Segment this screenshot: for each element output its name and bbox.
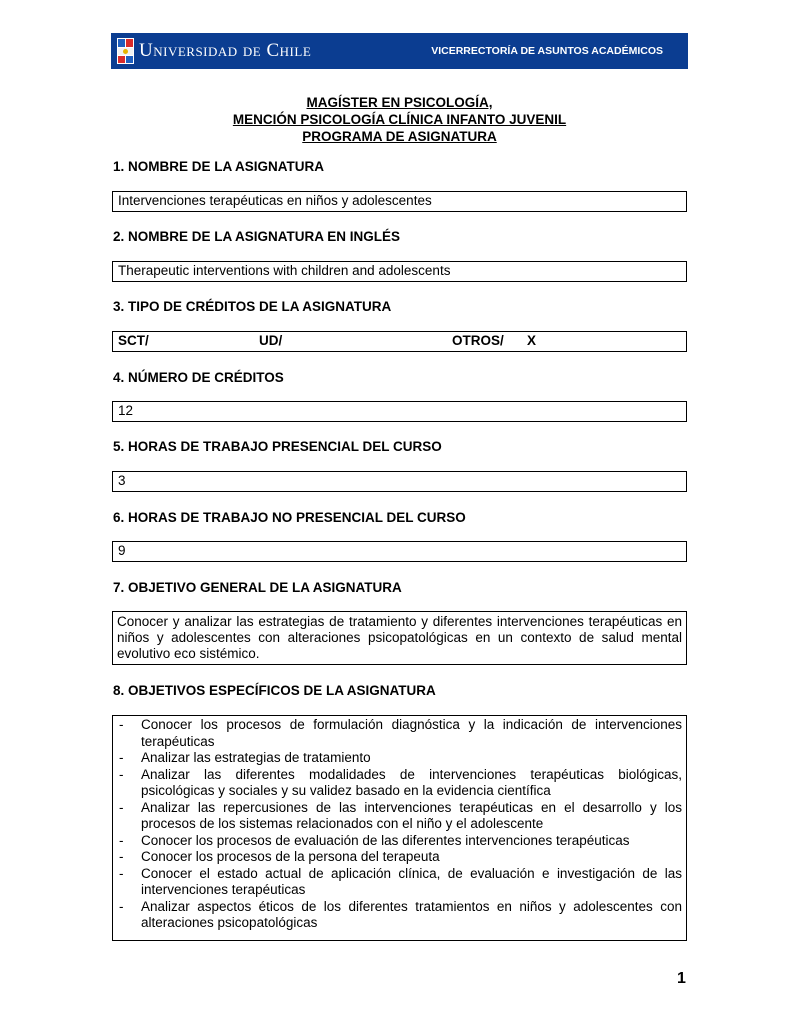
section-5-heading: 5. HORAS DE TRABAJO PRESENCIAL DEL CURSO (113, 439, 442, 454)
section-8-box (112, 715, 687, 941)
list-item: - Analizar las repercusiones de las intervenciones terapéuticas en el desarrollo y los procesos de los sistemas relacionados con el niño y el adolescente (119, 799, 682, 831)
presential-hours-value: 3 (118, 473, 126, 488)
document-title (111, 94, 688, 145)
list-item: - Conocer los procesos de evaluación de las diferentes intervenciones terapéuticas (119, 832, 630, 848)
list-item: - Conocer los procesos de la persona del terapeuta (119, 849, 440, 864)
university-crest-icon (117, 38, 134, 64)
list-item: - Analizar las estrategias de tratamiento (119, 750, 371, 765)
title-line-3: PROGRAMA DE ASIGNATURA (302, 129, 497, 144)
list-item: - Analizar aspectos éticos de los diferentes tratamientos en niños y adolescentes con alteraciones psicopatológicas (119, 898, 682, 930)
credit-type-ud: UD/ (259, 333, 283, 348)
section-4-heading: 4. NÚMERO DE CRÉDITOS (113, 370, 284, 385)
section-1-box (112, 191, 687, 212)
general-objective-text: Conocer y analizar las estrategias de tratamiento y diferentes intervenciones terapéuticas en niños y adolescentes con alteraciones psicopatológicas en un contexto de salud mental evolutivo eco sistémico. (117, 614, 682, 661)
header-banner (111, 33, 688, 69)
section-7-heading: 7. OBJETIVO GENERAL DE LA ASIGNATURA (113, 580, 402, 595)
non-presential-hours-value: 9 (118, 543, 126, 558)
section-5-box (112, 471, 687, 492)
credits-value: 12 (118, 403, 134, 418)
credit-type-otros: OTROS/ (452, 333, 504, 348)
course-name-value: Intervenciones terapéuticas en niños y adolescentes (118, 193, 432, 208)
credit-type-mark: X (527, 333, 537, 348)
title-line-1: MAGÍSTER EN PSICOLOGÍA, (306, 95, 493, 110)
course-name-english-value: Therapeutic interventions with children and adolescents (118, 263, 451, 278)
list-item: - Analizar las diferentes modalidades de intervenciones terapéuticas biológicas, psicológicas y sociales y su validez basado en la evidencia científica (119, 766, 682, 798)
page-number: 1 (677, 970, 686, 987)
list-item: - Conocer los procesos de formulación diagnóstica y la indicación de intervenciones terapéuticas (119, 717, 682, 749)
credit-type-sct: SCT/ (118, 333, 149, 348)
section-6-heading: 6. HORAS DE TRABAJO NO PRESENCIAL DEL CURSO (113, 510, 466, 525)
section-3-heading: 3. TIPO DE CRÉDITOS DE LA ASIGNATURA (113, 299, 392, 314)
office-name: VICERRECTORÍA DE ASUNTOS ACADÉMICOS (431, 45, 663, 57)
section-1-heading: 1. NOMBRE DE LA ASIGNATURA (113, 159, 325, 174)
section-6-box (112, 541, 687, 562)
title-line-2: MENCIÓN PSICOLOGÍA CLÍNICA INFANTO JUVENIL (232, 112, 567, 127)
section-2-box (112, 261, 687, 282)
section-4-box (112, 401, 687, 422)
section-7-box (112, 611, 687, 665)
list-item: - Conocer el estado actual de aplicación clínica, de evaluación e investigación de las intervenciones terapéuticas (119, 865, 682, 897)
section-2-heading: 2. NOMBRE DE LA ASIGNATURA EN INGLÉS (113, 229, 401, 244)
section-3-box (112, 331, 687, 352)
section-8-heading: 8. OBJETIVOS ESPECÍFICOS DE LA ASIGNATURA (113, 683, 436, 698)
university-name: Universidad de Chile (139, 40, 312, 61)
